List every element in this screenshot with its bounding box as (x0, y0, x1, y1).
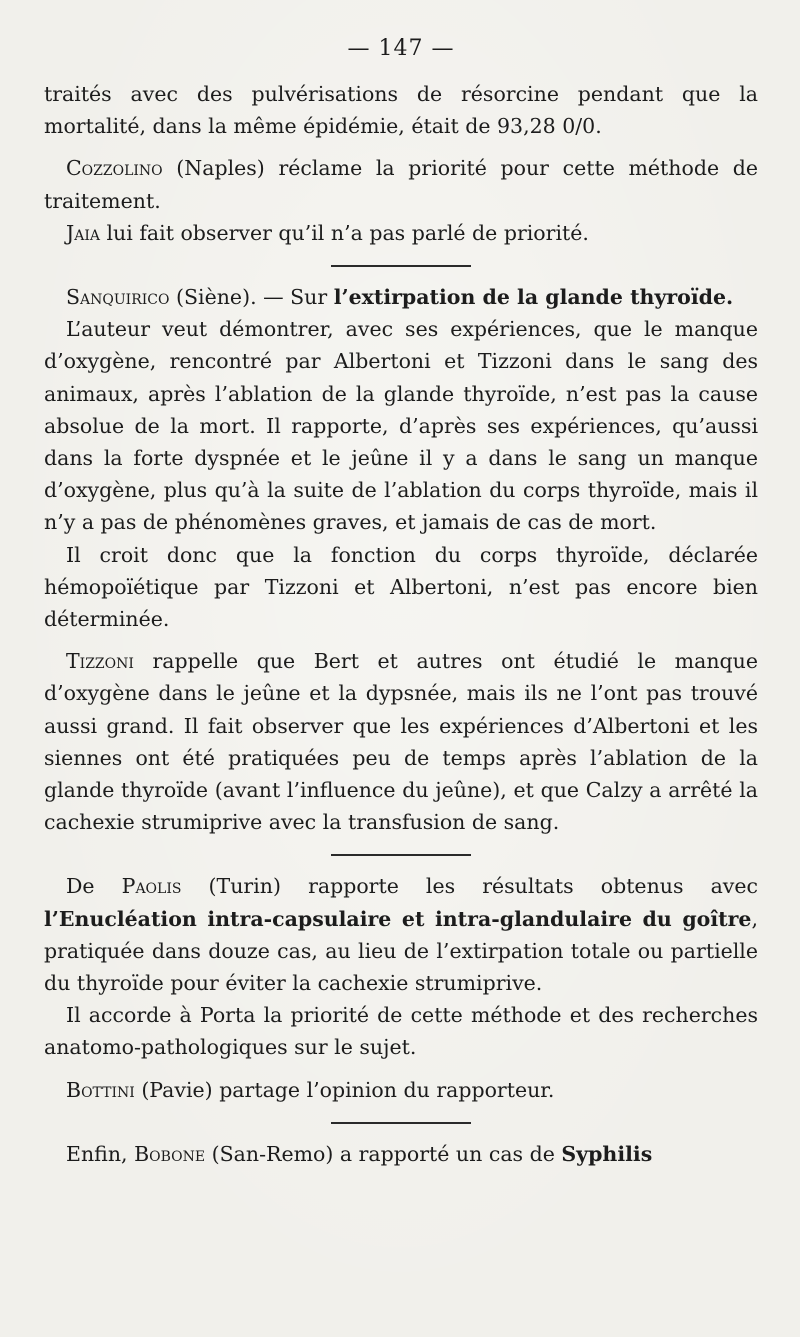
paragraph-11 (44, 1138, 758, 1170)
author-name: Jaia (66, 220, 100, 245)
paragraph-1: traités avec des pulvérisations de résorcine pendant que la mortalité, dans la même épidémie, était de 93,28 0/0. (44, 82, 758, 139)
paragraph-10 (44, 1074, 758, 1106)
paragraph-text: (Siène). — Sur (169, 285, 334, 310)
author-name: Sanquirico (66, 285, 170, 310)
paragraph-text: , pratiquée dans douze cas, au lieu de l’extirpation totale ou partielle du thyroïde pour éviter la cachexie strumiprive. (44, 906, 758, 996)
paragraph-text: De (66, 874, 122, 899)
author-name: Cozzolino (66, 156, 163, 181)
author-name: Bottini (66, 1077, 135, 1102)
paragraph-9: Il accorde à Porta la priorité de cette méthode et des recherches anatomo-pathologiques sur le sujet. (44, 1003, 758, 1060)
paragraph-text: (San-Remo) a rapporté un cas de (205, 1141, 562, 1166)
section-divider (331, 265, 471, 267)
author-name: Bobone (134, 1141, 206, 1166)
paragraph-6: Il croit donc que la fonction du corps thyroïde, déclarée hémopoïétique par Tizzoni et Albertoni, n’est pas encore bien déterminée. (44, 542, 758, 632)
page-number: — 147 — (347, 36, 455, 61)
paragraph-text: Enfin, (66, 1141, 135, 1166)
paragraph-4 (44, 281, 758, 313)
paragraph-8 (44, 870, 758, 999)
paragraph-7 (44, 645, 758, 838)
paragraph-text: (Pavie) partage l’opinion du rapporteur. (134, 1077, 555, 1102)
section-title: l’Enucléation intra-capsulaire et intra-glandulaire du goître (44, 906, 752, 931)
paragraph-2 (44, 152, 758, 216)
paragraph-text: rappelle que Bert et autres ont étudié le manque d’oxygène dans le jeûne et la dypsnée, mais ils ne l’ont pas trouvé aussi grand. Il fait observer que les expériences d’Albertoni et les siennes ont été pratiquées peu de temps après l’ablation de la glande thyroïde (avant l’influence du jeûne), et que Calzy a arrêté la cachexie strumiprive avec la transfusion de sang. (44, 649, 758, 835)
author-name: Paolis (121, 874, 182, 899)
paragraph-text: (Turin) rapporte les résultats obtenus avec (181, 874, 758, 899)
paragraph-text: lui fait observer qu’il n’a pas parlé de priorité. (99, 220, 589, 245)
paragraph-5: L’auteur veut démontrer, avec ses expériences, que le manque d’oxygène, rencontré par Albertoni et Tizzoni dans le sang des animaux, après l’ablation de la glande thyroïde, n’est pas la cause absolue de la mort. Il rapporte, d’après ses expériences, qu’aussi dans la forte dyspnée et le jeûne il y a dans le sang un manque d’oxygène, plus qu’à la suite de l’ablation du corps thyroïde, mais il n’y a pas de phénomènes graves, et jamais de cas de mort. (44, 317, 758, 535)
section-divider (331, 854, 471, 856)
section-divider (331, 1122, 471, 1124)
paragraph-text: (Naples) réclame la priorité pour cette méthode de traitement. (44, 156, 758, 213)
section-title: l’extirpation de la glande thyroïde. (333, 285, 734, 310)
section-title: Syphilis (561, 1141, 653, 1166)
paragraph-3 (44, 217, 758, 249)
author-name: Tizzoni (66, 649, 134, 674)
